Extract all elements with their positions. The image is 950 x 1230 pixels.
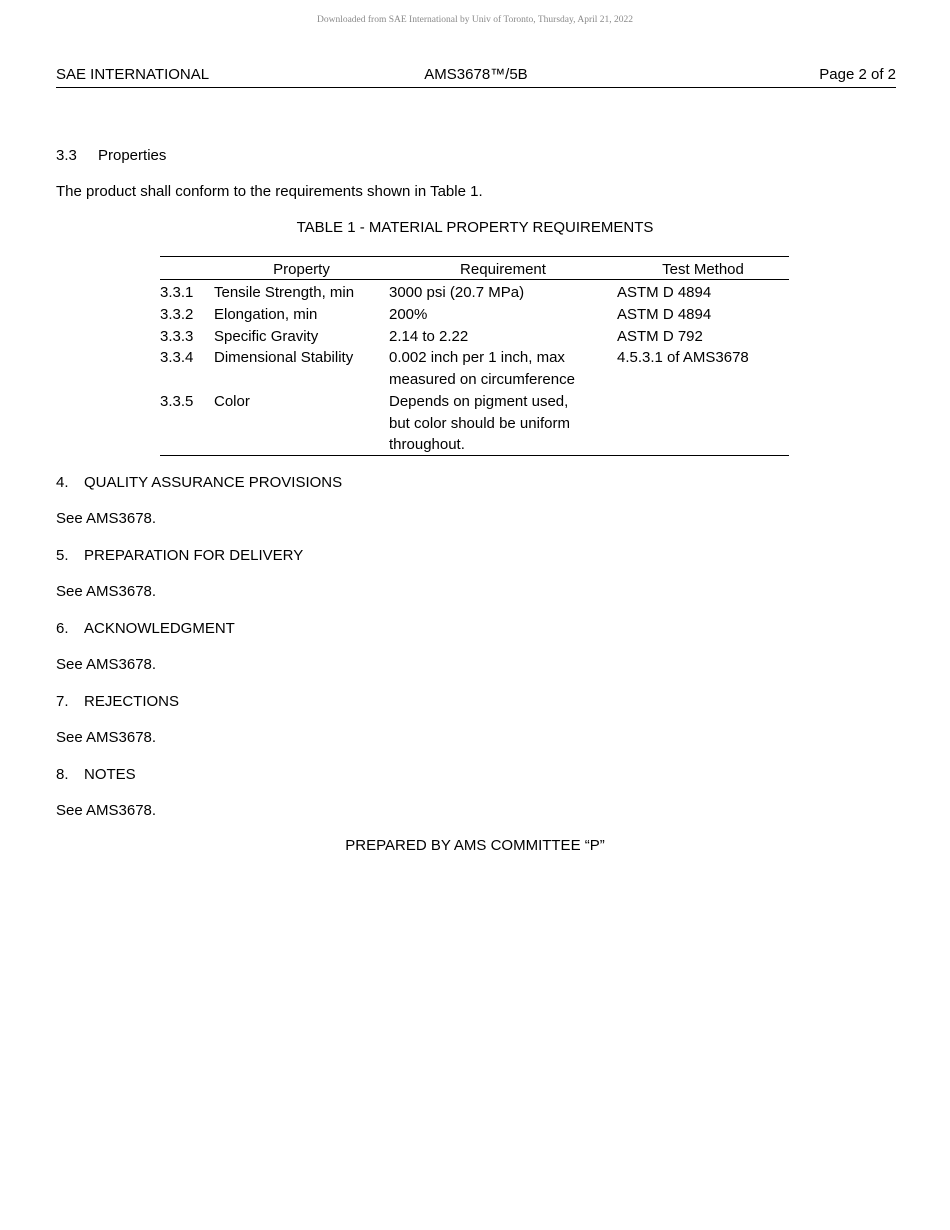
header-organization: SAE INTERNATIONAL <box>56 66 210 83</box>
header-page-number: Page 2 of 2 <box>819 66 896 83</box>
table-row-property: Dimensional Stability <box>214 349 354 366</box>
table-row-property: Color <box>214 393 250 410</box>
table-title: TABLE 1 - MATERIAL PROPERTY REQUIREMENTS <box>296 219 654 236</box>
table-row-test-method: 4.5.3.1 of AMS3678 <box>617 349 749 366</box>
section-3-3-title: Properties <box>98 147 167 164</box>
section-body: See AMS3678. <box>56 802 157 819</box>
table-row-property: Tensile Strength, min <box>214 284 355 301</box>
section-3-3-heading <box>56 147 166 165</box>
table-row-requirement: 3000 psi (20.7 MPa) <box>389 284 525 301</box>
section-title: PREPARATION FOR DELIVERY <box>84 547 304 564</box>
section-body: See AMS3678. <box>56 510 157 527</box>
table-row-requirement: Depends on pigment used, <box>389 393 569 410</box>
table-row-requirement-continued: throughout. <box>389 436 465 453</box>
section-title: QUALITY ASSURANCE PROVISIONS <box>84 474 343 491</box>
table-row-number: 3.3.1 <box>160 284 194 301</box>
download-note: Downloaded from SAE International by Univ of Toronto, Thursday, April 21, 2022 <box>316 15 634 25</box>
table-row-test-method: ASTM D 4894 <box>617 306 712 323</box>
section-3-3-body: The product shall conform to the requirements shown in Table 1. <box>56 183 483 200</box>
section-heading <box>56 620 235 638</box>
table-row-number: 3.3.4 <box>160 349 194 366</box>
table-row-number: 3.3.5 <box>160 393 194 410</box>
prepared-by: PREPARED BY AMS COMMITTEE “P” <box>345 837 605 854</box>
section-number: 6. <box>56 620 69 637</box>
section-body: See AMS3678. <box>56 583 157 600</box>
table-header-test-method: Test Method <box>662 261 744 278</box>
table-header-requirement: Requirement <box>460 261 546 278</box>
page-header <box>56 66 896 88</box>
section-heading <box>56 693 179 711</box>
table-row-number: 3.3.3 <box>160 328 194 345</box>
section-title: ACKNOWLEDGMENT <box>84 620 235 637</box>
section-number: 7. <box>56 693 69 710</box>
table-row-requirement: 200% <box>389 306 428 323</box>
section-number: 4. <box>56 474 69 491</box>
material-property-table <box>160 256 789 456</box>
table-row-requirement-continued: measured on circumference <box>389 371 575 388</box>
table-header-divider <box>160 279 789 280</box>
section-number: 8. <box>56 766 69 783</box>
table-row-test-method: ASTM D 4894 <box>617 284 712 301</box>
header-document-id: AMS3678™/5B <box>424 66 528 83</box>
table-row-property: Specific Gravity <box>214 328 319 345</box>
table-row-number: 3.3.2 <box>160 306 194 323</box>
table-row-test-method: ASTM D 792 <box>617 328 703 345</box>
section-heading <box>56 547 303 565</box>
section-number: 5. <box>56 547 69 564</box>
section-3-3-number: 3.3 <box>56 147 77 164</box>
table-row-property: Elongation, min <box>214 306 318 323</box>
section-body: See AMS3678. <box>56 729 157 746</box>
table-header-property: Property <box>273 261 330 278</box>
section-title: REJECTIONS <box>84 693 180 710</box>
section-heading <box>56 474 342 492</box>
section-heading <box>56 766 136 784</box>
section-body: See AMS3678. <box>56 656 157 673</box>
section-title: NOTES <box>84 766 136 783</box>
table-row-requirement-continued: but color should be uniform <box>389 415 570 432</box>
table-row-requirement: 2.14 to 2.22 <box>389 328 469 345</box>
table-row-requirement: 0.002 inch per 1 inch, max <box>389 349 565 366</box>
